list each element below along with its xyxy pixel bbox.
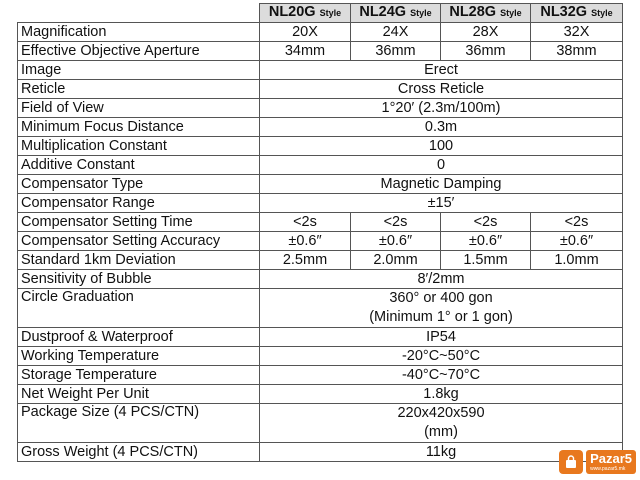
row-fov (18, 99, 623, 118)
row-value: Magnetic Damping (260, 175, 623, 194)
row-value: 0.3m (260, 118, 623, 137)
row-work-temp (18, 347, 623, 366)
row-value: 0 (260, 156, 623, 175)
header-model: NL20G Style (260, 4, 351, 23)
row-image (18, 61, 623, 80)
row-label: Multiplication Constant (18, 137, 260, 156)
row-reticle (18, 80, 623, 99)
row-value: 2.0mm (351, 251, 441, 270)
row-value: ±15′ (260, 194, 623, 213)
row-label: Field of View (18, 99, 260, 118)
row-label: Compensator Range (18, 194, 260, 213)
row-value: IP54 (260, 328, 623, 347)
row-value: ±0.6″ (260, 232, 351, 251)
row-value: 20X (260, 23, 351, 42)
row-value: <2s (351, 213, 441, 232)
row-label: Standard 1km Deviation (18, 251, 260, 270)
row-value (260, 289, 623, 328)
row-label: Effective Objective Aperture (18, 42, 260, 61)
row-value: 36mm (351, 42, 441, 61)
watermark-text: Pazar5 (590, 451, 632, 466)
row-value (260, 404, 623, 443)
row-comp-range (18, 194, 623, 213)
row-value: <2s (441, 213, 531, 232)
row-value: 100 (260, 137, 623, 156)
row-min-focus (18, 118, 623, 137)
row-value: ±0.6″ (531, 232, 623, 251)
row-value: 36mm (441, 42, 531, 61)
row-label: Storage Temperature (18, 366, 260, 385)
row-store-temp (18, 366, 623, 385)
row-value: 38mm (531, 42, 623, 61)
row-label: Magnification (18, 23, 260, 42)
row-label: Additive Constant (18, 156, 260, 175)
row-value: 1.8kg (260, 385, 623, 404)
row-label: Sensitivity of Bubble (18, 270, 260, 289)
value-line: (Minimum 1° or 1 gon) (369, 309, 513, 325)
watermark-text-box (586, 450, 636, 474)
row-label: Dustproof & Waterproof (18, 328, 260, 347)
header-row (18, 4, 623, 23)
row-label: Compensator Setting Time (18, 213, 260, 232)
row-value: 28X (441, 23, 531, 42)
header-model: NL32G Style (531, 4, 623, 23)
row-value: <2s (531, 213, 623, 232)
row-label: Net Weight Per Unit (18, 385, 260, 404)
row-std-dev (18, 251, 623, 270)
value-line: (mm) (424, 424, 458, 440)
row-net-weight (18, 385, 623, 404)
row-comp-acc (18, 232, 623, 251)
row-label: Working Temperature (18, 347, 260, 366)
header-model: NL28G Style (441, 4, 531, 23)
row-dustproof (18, 328, 623, 347)
row-magnification (18, 23, 623, 42)
row-aperture (18, 42, 623, 61)
row-value: 2.5mm (260, 251, 351, 270)
row-label: Gross Weight (4 PCS/CTN) (18, 443, 260, 462)
row-mult-const (18, 137, 623, 156)
row-value: 34mm (260, 42, 351, 61)
row-value: 11kg (260, 443, 623, 462)
row-label: Circle Graduation (18, 289, 260, 328)
row-comp-time (18, 213, 623, 232)
watermark-subtext: www.pazar5.mk (590, 466, 626, 472)
row-add-const (18, 156, 623, 175)
value-line: 360° or 400 gon (389, 290, 493, 306)
row-comp-type (18, 175, 623, 194)
row-label: Compensator Type (18, 175, 260, 194)
row-value: ±0.6″ (441, 232, 531, 251)
row-value: Erect (260, 61, 623, 80)
row-gross-weight (18, 443, 623, 462)
row-value: 8′/2mm (260, 270, 623, 289)
row-value: <2s (260, 213, 351, 232)
row-value: -20°C~50°C (260, 347, 623, 366)
row-bubble (18, 270, 623, 289)
row-label: Image (18, 61, 260, 80)
value-line: 220x420x590 (397, 405, 485, 421)
row-package (18, 404, 623, 443)
shopping-bag-icon (559, 450, 583, 474)
row-label: Compensator Setting Accuracy (18, 232, 260, 251)
row-value: 32X (531, 23, 623, 42)
row-value: 1.0mm (531, 251, 623, 270)
row-value: 1.5mm (441, 251, 531, 270)
row-value: -40°C~70°C (260, 366, 623, 385)
header-model: NL24G Style (351, 4, 441, 23)
row-label: Package Size (4 PCS/CTN) (18, 404, 260, 443)
row-value: Cross Reticle (260, 80, 623, 99)
row-circle (18, 289, 623, 328)
row-label: Reticle (18, 80, 260, 99)
header-blank (18, 4, 260, 23)
row-value: 24X (351, 23, 441, 42)
row-value: ±0.6″ (351, 232, 441, 251)
row-label: Minimum Focus Distance (18, 118, 260, 137)
spec-table (17, 3, 623, 462)
row-value: 1°20′ (2.3m/100m) (260, 99, 623, 118)
watermark-logo (559, 450, 636, 474)
